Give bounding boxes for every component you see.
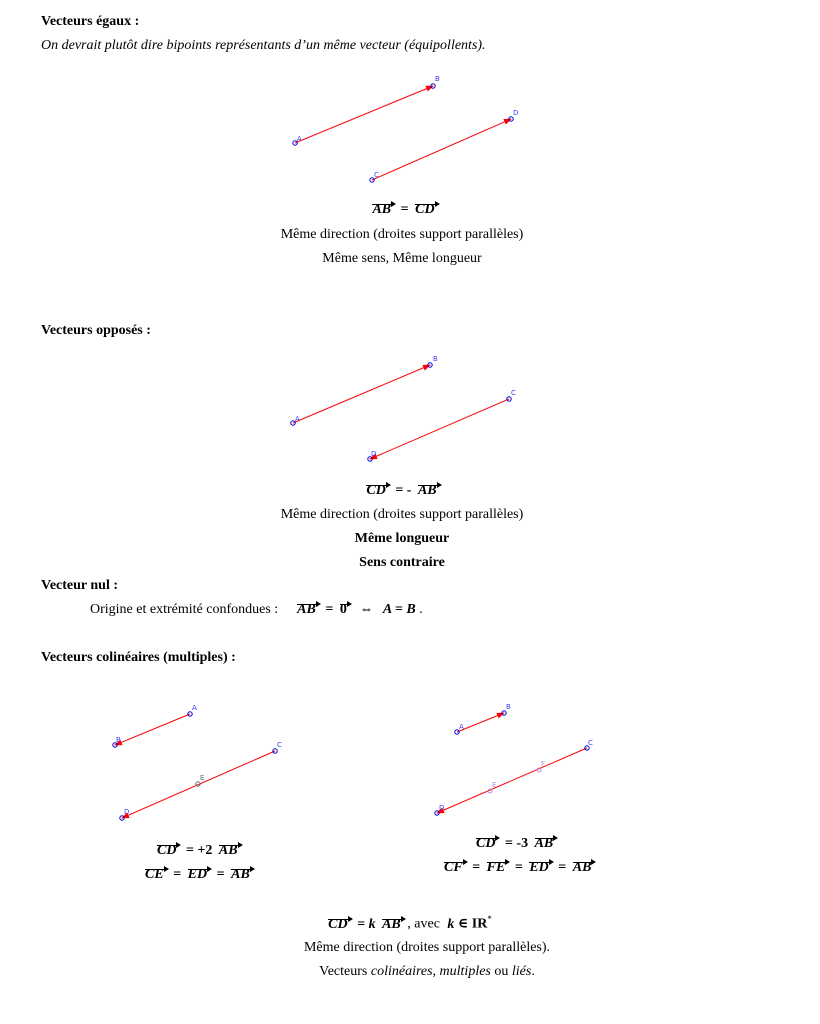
equals-sign-1: = [472, 860, 481, 875]
label-C: C [277, 741, 282, 749]
vec-AB: AB [535, 836, 557, 852]
k-variable: k [447, 916, 455, 932]
text-part-period: . [531, 964, 535, 979]
label-E: E [200, 774, 205, 782]
text-same-direction-3: Même direction (droites support parallèles). [303, 940, 551, 955]
section-title-null-vector: Vecteur nul : [41, 578, 118, 593]
section-subtitle-bipoints: On devrait plutôt dire bipoints représentants d’un même vecteur (équipollents). [41, 38, 486, 53]
text-part-lies: liés [511, 964, 532, 979]
text-part-colineaires: colinéaires [370, 964, 433, 979]
label-B: B [116, 736, 121, 744]
label-D: D [439, 804, 445, 812]
section-title-collinear-vectors: Vecteurs colinéaires (multiples) : [41, 650, 236, 665]
label-C: C [588, 739, 593, 747]
equals-minus-sign: = - [395, 483, 412, 498]
vec-CE: CE [145, 867, 167, 883]
vector-AB [293, 365, 430, 423]
vec-CD: CD [476, 836, 498, 852]
section-title-equal-vectors: Vecteurs égaux : [41, 14, 140, 29]
text-opposite-sense: Sens contraire [359, 555, 445, 570]
label-C: C [511, 389, 516, 397]
formula-AB-equals-CD [0, 202, 810, 218]
label-B: B [506, 703, 511, 711]
vec-AB: AB [573, 860, 595, 876]
figure-equal-vectors [293, 75, 519, 182]
text-same-length: Même longueur [354, 531, 450, 546]
text-same-sense-length: Même sens, Même longueur [322, 251, 482, 266]
equivalence-sign: ⇔ [359, 602, 374, 617]
label-E: E [492, 781, 497, 789]
formula-CE-ED-AB [145, 867, 253, 883]
equals-sign-3: = [558, 860, 567, 875]
vec-zero: 0 [340, 602, 350, 618]
label-F: F [541, 760, 546, 768]
vector-AB [457, 713, 504, 732]
label-B: B [435, 75, 440, 83]
vec-ED: ED [188, 867, 210, 883]
text-collinear-multiples-linked [0, 964, 820, 980]
real-numbers-set: IR [471, 916, 488, 932]
A-equals-B: A = B [382, 602, 416, 617]
equals-k: = k [357, 916, 376, 932]
vector-CD [372, 119, 511, 180]
vec-AB: AB [297, 602, 319, 618]
vec-AB: AB [231, 867, 253, 883]
vector-AB [115, 714, 190, 745]
equals-sign: = [325, 602, 334, 617]
avec-text: , avec [407, 916, 440, 932]
formula-CD-minus3-AB [476, 836, 556, 852]
vector-AB [295, 86, 433, 143]
vec-CD: CD [366, 483, 388, 499]
null-vector-prefix: Origine et extrémité confondues : [90, 602, 279, 617]
formula-CD-equals-kAB [0, 914, 820, 933]
vec-CF: CF [444, 860, 466, 876]
label-C: C [374, 171, 379, 179]
vec-AB: AB [372, 202, 394, 218]
star-superscript: * [487, 914, 492, 924]
vec-AB: AB [219, 843, 241, 859]
period: . [419, 602, 423, 617]
section-title-opposite-vectors: Vecteurs opposés : [41, 323, 151, 338]
figure-collinear-plus2 [113, 704, 282, 820]
label-A: A [295, 415, 300, 423]
equals-sign-2: = [216, 867, 225, 882]
vec-FE: FE [487, 860, 509, 876]
figure-opposite-vectors [291, 355, 516, 461]
vec-CD: CD [328, 917, 350, 933]
vec-ED: ED [529, 860, 551, 876]
formula-CD-equals-minus-AB [0, 483, 806, 499]
text-part-multiples: multiples [439, 964, 491, 979]
vector-CD [437, 748, 587, 813]
formula-CD-plus2-AB [157, 843, 241, 859]
label-A: A [459, 723, 464, 731]
text-same-direction: Même direction (droites support parallèles) [280, 227, 524, 242]
vector-CD [122, 751, 275, 818]
label-B: B [433, 355, 438, 363]
text-part-ou: ou [490, 964, 512, 979]
equals-sign-1: = [173, 867, 182, 882]
label-D: D [124, 808, 130, 816]
label-D: D [371, 450, 377, 458]
vector-CD [370, 399, 509, 459]
null-vector-statement [90, 602, 423, 618]
label-A: A [192, 704, 197, 712]
element-of-sign: ∈ [457, 916, 469, 932]
text-part-vecteurs: Vecteurs [319, 964, 371, 979]
vec-CD: CD [415, 202, 437, 218]
text-same-direction-2: Même direction (droites support parallèles) [280, 507, 524, 522]
text-part-comma: , [432, 964, 440, 979]
equals-plus2: = +2 [185, 843, 213, 858]
label-D: D [513, 109, 519, 117]
vec-AB: AB [418, 483, 440, 499]
equals-sign-2: = [514, 860, 523, 875]
figure-collinear-minus3 [435, 703, 593, 815]
formula-CF-FE-ED-AB [444, 860, 594, 876]
equals-minus3: = -3 [504, 836, 529, 851]
vec-CD: CD [157, 843, 179, 859]
vec-AB: AB [382, 917, 404, 933]
label-A: A [297, 135, 302, 143]
equals-sign: = [400, 202, 409, 217]
